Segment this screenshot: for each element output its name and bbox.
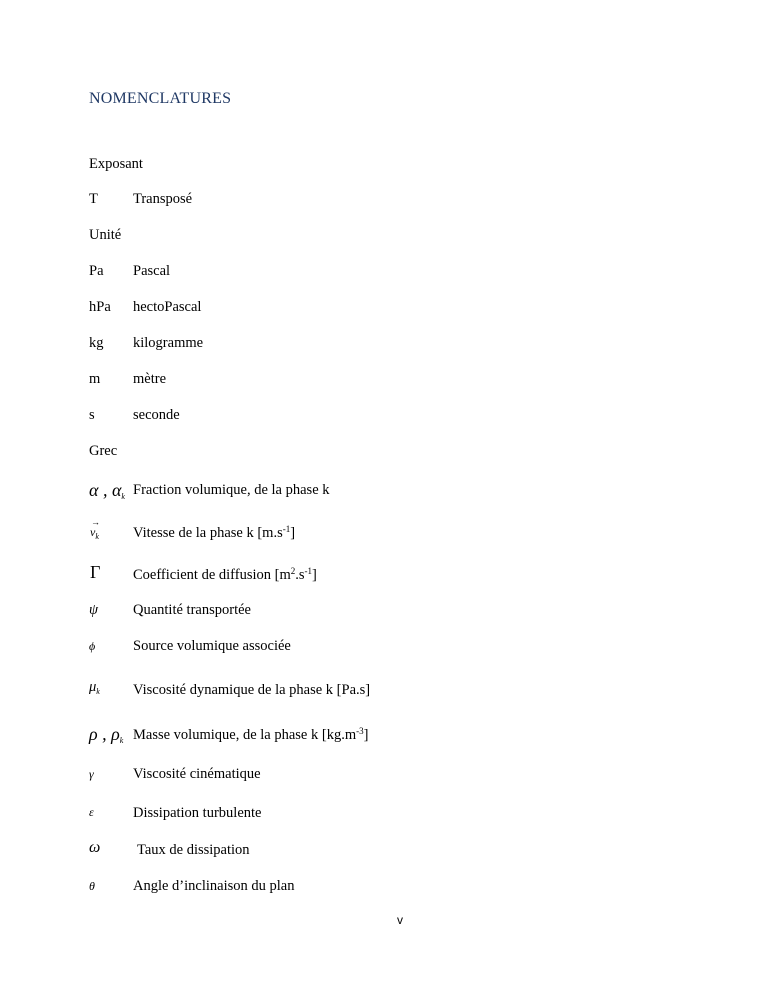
section-heading-exposant: Exposant xyxy=(89,156,143,172)
description: Source volumique associée xyxy=(133,638,291,654)
description: mètre xyxy=(133,371,167,387)
symbol: Pa xyxy=(89,263,104,279)
symbol: hPa xyxy=(89,299,111,315)
section-heading-unite: Unité xyxy=(89,227,122,243)
symbol: ϕ xyxy=(89,639,96,653)
description: Taux de dissipation xyxy=(137,842,250,858)
description: Viscosité cinématique xyxy=(133,766,261,782)
description: hectoPascal xyxy=(133,299,202,315)
description: Coefficient de diffusion $[m^2.s^{-1}]$ xyxy=(133,566,317,583)
symbol: T xyxy=(89,191,98,207)
description: Transposé xyxy=(133,191,193,207)
symbol: kg xyxy=(89,335,104,351)
symbol: v → $_k$ xyxy=(90,517,100,541)
description: Pascal xyxy=(133,263,171,279)
description: Angle d’inclinaison du plan xyxy=(133,878,295,894)
symbol: θ xyxy=(89,879,95,893)
description: Viscosité dynamique de la phase k [Pa.s] xyxy=(133,682,371,698)
description: kilogramme xyxy=(133,335,204,351)
description: Masse volumique, de la phase k $[kg.m^{-3}]$ xyxy=(133,726,369,743)
symbol: α , $\alpha_k$ xyxy=(89,480,125,501)
page-title: NOMENCLATURES xyxy=(89,90,232,107)
description: seconde xyxy=(133,407,180,423)
symbol: ρ , $\rho_k$ xyxy=(89,724,124,745)
symbol: s xyxy=(89,407,95,423)
symbol: ψ xyxy=(89,602,99,618)
symbol: $\mu_k$ xyxy=(89,679,100,696)
symbol: γ xyxy=(89,767,94,781)
description: Fraction volumique, de la phase k xyxy=(133,482,330,498)
description: Vitesse de la phase k $[m.s^{-1}]$ xyxy=(133,524,296,541)
section-heading-grec: Grec xyxy=(89,443,118,459)
description: Dissipation turbulente xyxy=(133,805,262,821)
symbol: Γ xyxy=(90,562,101,582)
symbol: m xyxy=(89,371,101,387)
symbol: ω xyxy=(89,839,101,856)
description: Quantité transportée xyxy=(133,602,251,618)
symbol: ε xyxy=(89,805,94,819)
vector-arrow-icon: → xyxy=(91,517,100,527)
page-number: v xyxy=(397,913,403,927)
